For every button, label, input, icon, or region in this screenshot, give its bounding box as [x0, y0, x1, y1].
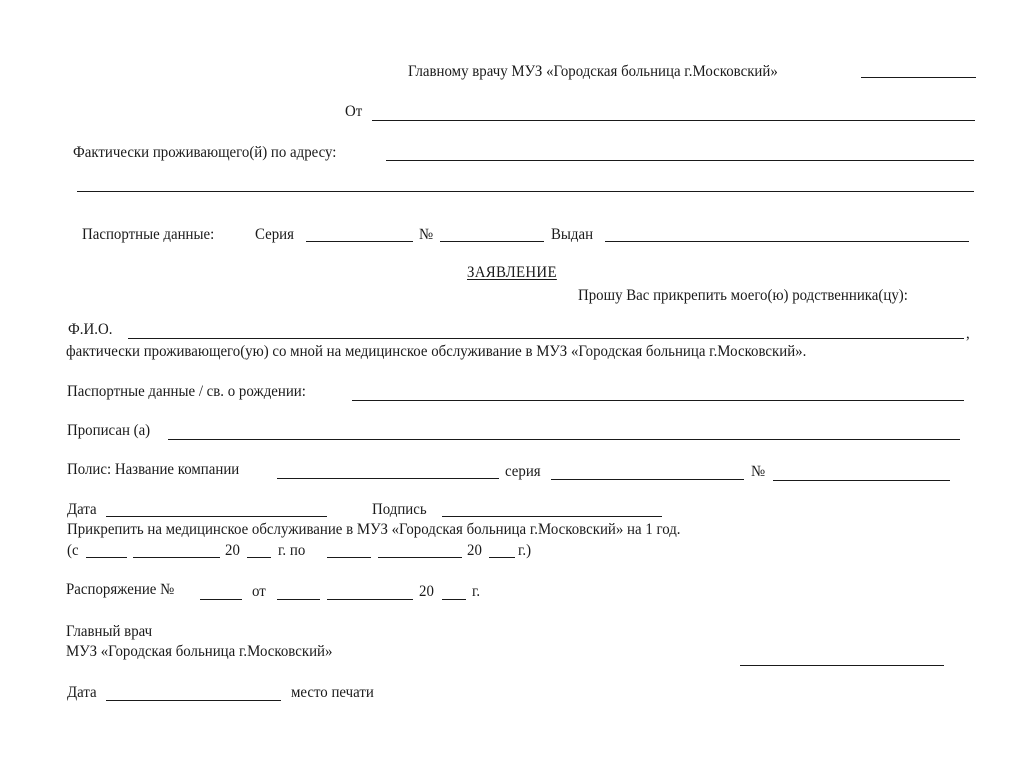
passport-birth-line[interactable]: [352, 400, 964, 401]
date-label: Дата: [67, 501, 97, 518]
policy-number-line[interactable]: [773, 480, 950, 481]
attach-day-line-1[interactable]: [86, 557, 127, 558]
registered-line[interactable]: [168, 439, 960, 440]
address-line-2[interactable]: [77, 191, 974, 192]
order-year-suffix: г.: [472, 583, 481, 600]
request-text: Прошу Вас прикрепить моего(ю) родственника(цу):: [578, 287, 908, 304]
registered-label: Прописан (а): [67, 422, 151, 439]
order-label: Распоряжение №: [66, 581, 175, 598]
address-label: Фактически проживающего(й) по адресу:: [73, 144, 337, 161]
attach-year-line-1[interactable]: [247, 557, 271, 558]
footer-date-line[interactable]: [106, 700, 281, 701]
chief-title: Главный врач: [66, 623, 153, 640]
fio-label: Ф.И.О.: [68, 321, 113, 338]
from-line[interactable]: [372, 120, 975, 121]
order-month-line[interactable]: [327, 599, 413, 600]
issued-label: Выдан: [551, 226, 594, 243]
number-line[interactable]: [440, 241, 544, 242]
from-label: От: [345, 103, 363, 120]
residence-text: фактически проживающего(ую) со мной на медицинское обслуживание в МУЗ «Городская больница г.Московский».: [66, 343, 807, 360]
policy-series-line[interactable]: [551, 479, 744, 480]
policy-label: Полис: Название компании: [67, 461, 240, 478]
address-line-1[interactable]: [386, 160, 974, 161]
document-title: ЗАЯВЛЕНИЕ: [467, 264, 557, 281]
attach-day-line-2[interactable]: [327, 557, 371, 558]
attach-month-line-1[interactable]: [133, 557, 220, 558]
passport-label: Паспортные данные:: [82, 226, 215, 243]
chief-signature-line[interactable]: [740, 665, 944, 666]
signature-line[interactable]: [442, 516, 662, 517]
passport-birth-label: Паспортные данные / св. о рождении:: [67, 383, 306, 400]
chief-organization: МУЗ «Городская больница г.Московский»: [66, 643, 333, 660]
issued-line[interactable]: [605, 241, 969, 242]
policy-number-label: №: [751, 463, 766, 480]
attach-year-suffix-2: г.): [518, 542, 532, 559]
signature-label: Подпись: [372, 501, 427, 518]
footer-date-label: Дата: [67, 684, 97, 701]
series-line[interactable]: [306, 241, 413, 242]
attach-year-prefix-2: 20: [467, 542, 482, 559]
attach-open-paren: (с: [67, 542, 79, 559]
attach-year-line-2[interactable]: [489, 557, 515, 558]
order-number-line[interactable]: [200, 599, 242, 600]
stamp-label: место печати: [291, 684, 374, 701]
attach-year-suffix-1: г. по: [278, 542, 306, 559]
series-label: Серия: [255, 226, 294, 243]
order-year-line[interactable]: [442, 599, 466, 600]
addressee-line[interactable]: [861, 77, 976, 78]
order-day-line[interactable]: [277, 599, 320, 600]
number-label: №: [419, 226, 434, 243]
attach-text: Прикрепить на медицинское обслуживание в МУЗ «Городская больница г.Московский» на 1 год.: [67, 521, 681, 538]
order-from-label: от: [252, 583, 266, 600]
attach-year-prefix-1: 20: [225, 542, 240, 559]
fio-comma: ,: [966, 325, 970, 342]
addressee-text: Главному врачу МУЗ «Городская больница г.Московский»: [408, 63, 778, 80]
attach-month-line-2[interactable]: [378, 557, 462, 558]
policy-company-line[interactable]: [277, 478, 499, 479]
policy-series-label: серия: [505, 463, 541, 480]
order-year-prefix: 20: [419, 583, 434, 600]
fio-line[interactable]: [128, 338, 964, 339]
date-line[interactable]: [106, 516, 327, 517]
